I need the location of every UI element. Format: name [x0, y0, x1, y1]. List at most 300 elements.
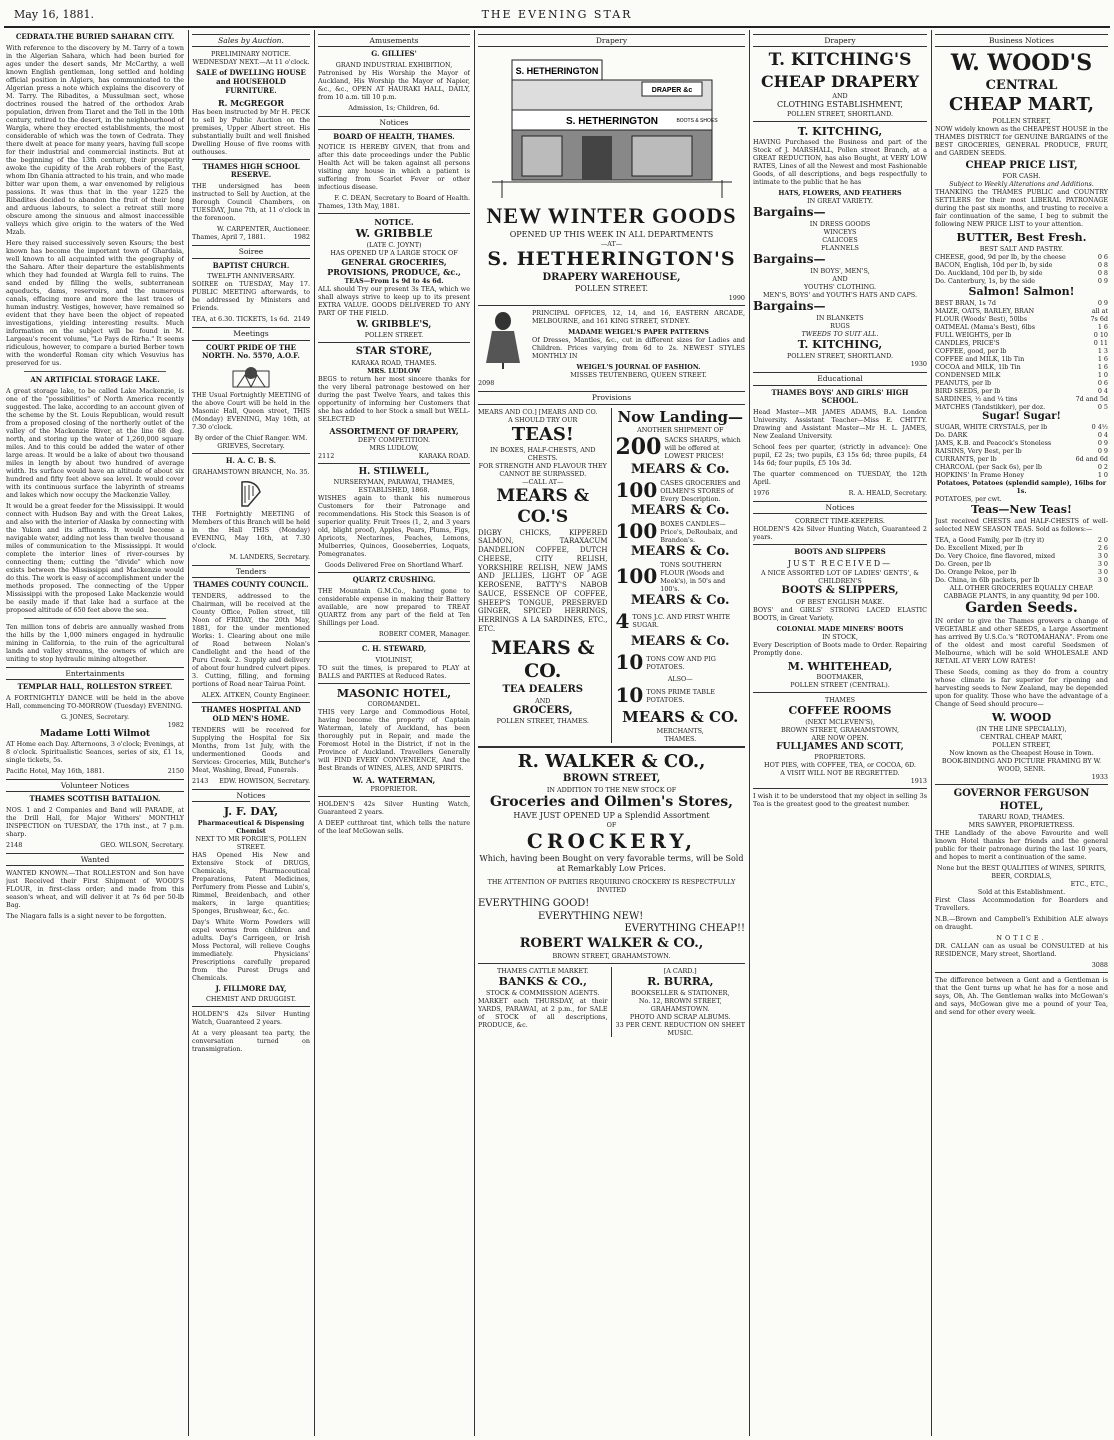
- price-item: SUGAR, WHITE CRYSTALS, per lb: [935, 423, 1048, 432]
- price-row: [935, 560, 1108, 568]
- price-row: [935, 363, 1108, 371]
- ad-text: BOYS' and GIRLS' STRONG LACED ELASTIC BOOTS, in Great Variety.: [753, 605, 927, 622]
- price-item: FLOUR (Woods' Best), 50lbs: [935, 314, 1028, 323]
- ad-label: MEARS AND CO.] [MEARS AND CO.: [478, 407, 598, 416]
- ad-name: S. HETHERINGTON'S: [487, 247, 736, 270]
- ad-date: Thames, April 7, 1881.: [192, 233, 266, 242]
- ad-headline: Salmon! Salmon!: [968, 284, 1075, 298]
- ad-sign: T. KITCHING,: [797, 338, 883, 352]
- ad-text: DR. CALLAN can as usual be CONSULTED at his RESIDENCE, Mary street, Shortland.: [935, 942, 1108, 959]
- ad-item: CALICOES: [822, 236, 858, 245]
- ad-code: 2150: [167, 766, 184, 775]
- ad-subtitle: BOOKSELLER & STATIONER,: [630, 988, 730, 997]
- ad-title: BAPTIST CHURCH.: [212, 260, 290, 270]
- ad-title: STAR STORE,: [355, 346, 433, 358]
- price-value: 1 6: [1097, 362, 1108, 371]
- ad-text: AT Home each Day. Afternoons, 3 o'clock; Evenings, at 8 o'clock. Spiritualistic Seances, series of six, £1 1s, single tickets, 5s.: [6, 739, 184, 764]
- masthead: [4, 2, 1110, 28]
- ad-title: NOTICE.: [996, 934, 1047, 943]
- ad-text: DEFY COMPETITION.: [357, 435, 431, 444]
- ad-headline: Bargains—: [753, 299, 826, 314]
- price-item: COFFEE, good, per lb: [935, 346, 1007, 355]
- ad-subtitle: OPENED UP THIS WEEK IN ALL DEPARTMENTS: [509, 229, 714, 239]
- section-heading: Amusements: [318, 34, 470, 47]
- ad-text: WANTED KNOWN.—That ROLLESTON and Son have just Received their First Shipment of WOOD'S FLOUR, in first-class order; and made from this season's wheat, and will deliver it at 7s 6d per 50-lb Bag.: [6, 869, 184, 910]
- ad-name: W. WOOD'S: [950, 50, 1093, 77]
- ad-text: TONS J.C. AND FIRST WHITE SUGAR.: [632, 613, 731, 630]
- price-item: SARDINES, ½ and ¼ tins: [935, 394, 1018, 403]
- article-paragraph: The difference between a Gent and a Gentleman is that the Gent turns up what he has for a nose and says, Oh, Ah. The Gentleman walks into McGowan's and says, McGowan give me a pound of your Tea, and send for other every week.: [935, 976, 1108, 1017]
- ad-text: BEST SALT AND PASTRY.: [979, 244, 1064, 253]
- section-heading: Entertainments: [6, 667, 184, 680]
- column-rule: [931, 30, 932, 1436]
- ad-text: BOOK-BINDING AND PICTURE FRAMING BY W. WOOD, SENR.: [941, 757, 1102, 774]
- ad-subtitle: GRAND INDUSTRIAL EXHIBITION,: [335, 61, 453, 70]
- price-row: [935, 536, 1108, 544]
- ad-role: PROPRIETORS.: [814, 753, 866, 762]
- ad-item: MEN'S, BOYS' and YOUTH'S HATS AND CAPS.: [763, 291, 917, 300]
- ad-text: The quarter commenced on TUESDAY, the 12th April.: [753, 470, 927, 486]
- ad-title: MADAME WEIGEL'S PAPER PATTERNS: [568, 328, 709, 337]
- ad-name: W. GRIBBLE: [355, 227, 433, 241]
- ad-text: HOT PIES, with COFFEE, TEA, or COCOA, 6D.: [764, 761, 916, 770]
- ad-headline: CROCKERY,: [526, 829, 697, 854]
- ad-text: First Class Accommodation for Boarders and Travellers.: [935, 896, 1108, 913]
- ad-text: (IN THE LINE SPECIALLY),: [976, 725, 1067, 734]
- ad-text: TO suit the times, is prepared to PLAY at BALLS and PARTIES at Reduced Rates.: [318, 663, 470, 680]
- ad-number: 10: [615, 650, 644, 674]
- ad-address: KARAKA ROAD, THAMES.: [351, 358, 437, 367]
- ad-headline: Sugar! Sugar!: [982, 410, 1061, 422]
- ad-headline: Groceries and Oilmen's Stores,: [489, 793, 734, 810]
- price-item: Do. Green, per lb: [935, 559, 991, 568]
- price-row: [935, 323, 1108, 331]
- price-value: 0 10: [1093, 330, 1108, 339]
- ad-text: 33 PER CENT. REDUCTION ON SHEET MUSIC.: [615, 1020, 745, 1037]
- ad-text: CABBAGE PLANTS, in any quantity, 9d per 100.: [943, 591, 1100, 600]
- ad-sign: ROBERT COMER, Manager.: [378, 629, 470, 638]
- ad-headline: NEW WINTER GOODS: [486, 203, 737, 229]
- ad-text: Just received CHESTS and HALF-CHESTS of well-selected NEW SEASON TEAS. Sold as follows:—: [935, 516, 1108, 533]
- price-row: [935, 253, 1108, 261]
- ad-title: BOOTS AND SLIPPERS: [794, 547, 886, 557]
- price-item: PEANUTS, per lb: [935, 378, 992, 387]
- ad-text: —CALL AT—: [522, 478, 564, 486]
- ad-text: TONS COW AND PIG POTATOES.: [646, 654, 716, 671]
- ad-title: THAMES BOYS' AND GIRLS' HIGH SCHOOL.: [771, 387, 909, 406]
- ad-title: GOVERNOR FERGUSON: [953, 788, 1090, 800]
- section-heading: Drapery: [753, 34, 927, 47]
- price-value: 1 6: [1097, 322, 1108, 331]
- ad-title: C. H. STEWARD,: [361, 643, 427, 653]
- ad-subtitle: GROCERS,: [512, 704, 573, 716]
- price-item: BACON, English, 10d per lb, by side: [935, 260, 1053, 269]
- price-row: [935, 269, 1108, 277]
- price-row: [935, 355, 1108, 363]
- ad-code: 1913: [910, 777, 927, 786]
- ad-text: MARKET each THURSDAY, at their YARDS, PARAWAI, at 2 p.m., for SALE of STOCK of all descriptions, PRODUCE, &c.: [478, 996, 608, 1029]
- price-row: [935, 552, 1108, 560]
- ad-addr: Pacific Hotel, May 16th, 1881.: [6, 766, 105, 775]
- ad-slogan: EVERYTHING NEW!: [538, 910, 644, 922]
- ad-address: POLLEN STREET.: [364, 331, 424, 340]
- price-value: 0 5: [1097, 402, 1108, 411]
- ad-item: FLANNELS: [821, 244, 859, 253]
- price-item: Do. DARK: [935, 431, 968, 440]
- ad-item: IN BLANKETS: [816, 314, 864, 323]
- price-value: 1 0: [1097, 370, 1108, 379]
- ad-text: N.B.—Brown and Campbell's Exhibition ALE always on draught.: [935, 915, 1108, 932]
- ad-text: THIS very Large and Commodious Hotel, having become the property of Captain Waterman, lately of Auckland, has been thoroughly put in Repair, and made the Foremost Hotel in the District, if not in the Province of Auckland. Travellers Generally will FIND EVERY CONVENIENCE, And the Best Brands of WINES, ALES, AND SPIRITS.: [318, 708, 470, 773]
- price-row: [935, 339, 1108, 347]
- ad-text: OF: [606, 821, 617, 830]
- price-value: 0 9: [1097, 276, 1108, 285]
- price-item: Do. Auckland, 10d per lb, by side: [935, 268, 1043, 277]
- ad-slogan: EVERYTHING GOOD!: [478, 898, 590, 910]
- section-heading: Meetings: [192, 327, 310, 340]
- ad-title: BOARD OF HEALTH, THAMES.: [333, 131, 455, 141]
- article-paragraph: A great storage lake, to be called Lake Mackenzie, is one of the "possibilities" of North America recently suggested. The lake, according to an account given of the scheme by the St. Louis Republican, would result from a proposed closing of the northerly outlet of the valley of the Mackenzie River, at the line 68 deg. north, and storing up the water of 1,260,000 square miles. And to this could be added the water of other large areas. It would be a lake of about two thousand miles in length by about two hundred of average width. Its surface would have an altitude of about six hundred and fifty feet above sea level. It would cover with its continuous surface the labyrinth of streams and lakes which now occupy the Mackenzie Valley.: [6, 386, 184, 499]
- ad-text: NOTICE IS HEREBY GIVEN, that from and after this date proceedings under the Public Health Act will be taken against all persons visiting any house in which a patient is suffering from Scarlet Fever or other infectious disease.: [318, 143, 470, 192]
- masthead-title: THE EVENING STAR: [481, 8, 633, 21]
- price-item: CONDENSED MILK: [935, 370, 1001, 379]
- price-value: all at: [1091, 306, 1108, 315]
- section-heading: Notices: [192, 789, 310, 802]
- harp-emblem-icon: [236, 478, 266, 508]
- ad-text: PHOTO AND SCRAP ALBUMS.: [629, 1012, 731, 1021]
- court-emblem-icon: [231, 363, 271, 389]
- ad-title: Madame Lotti Wilmot: [40, 728, 150, 739]
- ad-slogan: EVERYTHING CHEAP!!: [624, 923, 745, 935]
- price-value: 3 0: [1097, 575, 1108, 584]
- price-item: Do. Orange Pekoe, per lb: [935, 567, 1017, 576]
- ad-name: MEARS & Co.: [630, 592, 730, 608]
- ad-headline: HATS, FLOWERS, AND FEATHERS: [778, 189, 902, 198]
- price-value: 1 6: [1097, 354, 1108, 363]
- ad-code: 1933: [1091, 773, 1108, 782]
- ad-subtitle: COROMANDEL.: [367, 700, 421, 709]
- column-2: [192, 30, 310, 1436]
- ad-name: MEARS & CO.'S: [496, 486, 590, 528]
- ad-title: H. A. C. B. S.: [225, 456, 277, 466]
- ad-code: 2148: [6, 841, 23, 849]
- ad-headline: Potatoes, Potatoes (splendid sample), 16lbs for 1s.: [936, 479, 1107, 496]
- ad-title: THAMES COUNTY COUNCIL.: [193, 580, 309, 590]
- ad-text: IN BOXES, HALF-CHESTS, AND CHESTS.: [489, 446, 596, 462]
- price-value: 1 0: [1097, 471, 1108, 480]
- ad-text: Subject to Weekly Alterations and Additions.: [949, 180, 1094, 189]
- column-rule: [188, 30, 189, 1436]
- ad-sign: GEO. WILSON, Secretary.: [100, 841, 184, 849]
- ad-text: None but the BEST QUALITIES of WINES, SPIRITS,: [936, 864, 1107, 873]
- ad-address: NEXT TO MR FORGIE'S, POLLEN STREET.: [195, 834, 307, 851]
- column-rule: [474, 30, 475, 1436]
- ad-title: MASONIC HOTEL,: [336, 686, 452, 700]
- ad-code: 2112: [318, 451, 335, 460]
- price-item: MATCHES (Tandstikker), per doz.: [935, 402, 1046, 411]
- ad-role: BOOTMAKER,: [816, 673, 864, 682]
- ad-sign: J. FILLMORE DAY,: [215, 983, 287, 993]
- article-paragraph: A DEEP cutthroat tint, which tells the nature of the leaf McGowan sells.: [318, 819, 470, 836]
- ad-title: THAMES HIGH SCHOOL RESERVE.: [202, 161, 300, 180]
- shop-front-illustration: [492, 50, 732, 200]
- price-value: 0 8: [1097, 268, 1108, 277]
- ad-text: OF BEST ENGLISH MAKE.: [795, 597, 885, 606]
- ad-name: MEARS & Co.: [630, 544, 730, 560]
- ad-text: Goods Delivered Free on Shortland Wharf.: [324, 561, 464, 569]
- ad-address: BROWN STREET, GRAHAMSTOWN,: [780, 726, 900, 735]
- ad-headline: TEAS!: [511, 423, 574, 445]
- price-value: 2 6: [1097, 543, 1108, 552]
- section-heading: Sales by Auction.: [192, 34, 310, 47]
- price-item: COCOA and MILK, 1lb Tin: [935, 362, 1021, 371]
- ad-text: AND: [832, 91, 848, 100]
- ad-title: SALE of DWELLING HOUSE and HOUSEHOLD FURNITURE.: [196, 68, 306, 95]
- ad-number: 200: [615, 434, 662, 461]
- price-row: [935, 455, 1108, 463]
- section-heading: Notices: [318, 116, 470, 129]
- ad-headline: CHEAP DRAPERY: [760, 71, 920, 91]
- ad-text: Which, having been Bought on very favorable terms, will be Sold at Remarkably Low Prices.: [479, 854, 744, 874]
- price-value: 0 2: [1097, 463, 1108, 472]
- column-rule: [749, 30, 750, 1436]
- ad-text: NOW widely known as the CHEAPEST HOUSE in the THAMES DISTRICT for GENUINE BARGAINS of the BEST GROCERIES, GENERAL PRODUCE, FRUIT, and GARDEN SEEDS.: [935, 124, 1108, 157]
- ad-name: MEARS & CO.: [490, 636, 595, 683]
- article-paragraph: Ten million tons of debris are annually washed from the hills by the 1,000 miners engaged in hydraulic mining in California, to the ruin of the agricultural lands and valley streams, the owners of which are uniting to stop hydraulic mining altogether.: [6, 622, 184, 663]
- ad-text: THANKING the THAMES PUBLIC and COUNTRY SETTLERS for their most LIBERAL PATRONAGE during the past six months, and trusting to receive a fair continuation of the same, I beg to submit the following NEW PRICE LIST to your attention.: [935, 188, 1108, 229]
- ad-title: NOTICE.: [374, 217, 414, 228]
- ad-title: H. STILWELL,: [358, 466, 430, 477]
- ad-subtitle: WEIGEL'S JOURNAL OF FASHION.: [576, 363, 701, 372]
- ad-subtitle: (NEXT MCLEVEN'S),: [805, 718, 875, 727]
- ad-headline: BOOTS & SLIPPERS,: [781, 585, 899, 597]
- ad-text: A VISIT WILL NOT BE REGRETTED.: [780, 769, 900, 778]
- ad-address: POLLEN STREET, SHORTLAND.: [786, 109, 893, 118]
- price-item: CURRANTS, per lb: [935, 455, 997, 464]
- ad-title: COFFEE ROOMS: [788, 704, 892, 718]
- ad-subtitle: STOCK & COMMISSION AGENTS.: [486, 988, 600, 997]
- ad-text: ALL should Try our present 3s TEA, which we shall always strive to keep up to its present EXTRA VALUE. GOODS DELIVERED TO ANY PART OF THE FIELD.: [318, 285, 470, 317]
- ad-address: GRAHAMSTOWN.: [650, 1004, 710, 1013]
- ad-address: BROWN STREET,: [562, 773, 661, 785]
- price-value: 3 0: [1097, 559, 1108, 568]
- ad-name: T. KITCHING'S: [768, 50, 912, 71]
- price-item: CHEESE, good, 9d per lb, by the cheese: [935, 252, 1066, 261]
- ad-name: R. WALKER & CO.,: [517, 750, 706, 772]
- ad-text: Patronised by His Worship the Mayor of Auckland, His Worship the Mayor of Napier, &c., &c., OPEN AT HAURAKI HALL, DAILY, from 10 a.m. till 10 p.m.: [318, 69, 470, 102]
- ad-text: TEA, at 6.30. TICKETS, 1s 6d.: [192, 315, 290, 324]
- price-row: [935, 568, 1108, 576]
- ad-address: POLLEN STREET,: [992, 116, 1051, 125]
- store-sign-boots: BOOTS & SHOES: [675, 118, 718, 125]
- price-item: RAISINS, Very Best, per lb: [935, 447, 1022, 456]
- ad-text: BEER, CORDIALS,: [991, 872, 1052, 881]
- ad-headline: CHEAP PRICE LIST,: [965, 159, 1078, 171]
- dress-form-icon: [478, 309, 528, 369]
- ad-text: TWEEDS TO SUIT ALL.: [801, 330, 879, 339]
- price-value: 6d and 6d: [1075, 455, 1108, 464]
- section-heading: Educational: [753, 372, 927, 385]
- ad-code: 1982: [293, 233, 310, 242]
- ad-number: 10: [615, 683, 644, 707]
- ad-text: ETC., ETC.,: [1070, 880, 1108, 889]
- ad-item: IN DRESS GOODS: [809, 220, 871, 229]
- price-item: JAMS, K.B. and Peacock's Stoneless: [935, 439, 1052, 448]
- ad-headline: GENERAL GROCERIES, PROVISIONS, PRODUCE, &c.,: [327, 257, 461, 277]
- section-heading: Drapery: [478, 34, 745, 47]
- price-item: CANDLES, PRICE'S: [935, 338, 1000, 347]
- ad-headline: Now Landing—: [617, 407, 744, 426]
- ad-role: CHEMIST AND DRUGGIST.: [205, 995, 297, 1004]
- price-item: HOPKINS' In Frame Honey: [935, 471, 1024, 480]
- ad-text: IN ADDITION TO THE NEW STOCK OF: [546, 785, 677, 794]
- ad-title: QUARTZ CRUSHING.: [352, 575, 436, 584]
- ad-sign: M. LANDERS, Secretary.: [229, 552, 310, 561]
- ad-subtitle: ESTABLISHED, 1868.: [358, 486, 430, 494]
- ad-text: JUST RECEIVED—: [787, 559, 893, 569]
- ad-name: MEARS & Co.: [630, 461, 730, 477]
- store-sign: S. HETHERINGTON: [515, 66, 598, 77]
- auctioneer-name: R. McGREGOR: [218, 97, 284, 108]
- price-value: 0 4: [1097, 386, 1108, 395]
- ad-title: COURT PRIDE OF THE NORTH. No. 5570, A.O.F.: [202, 342, 300, 361]
- ad-text: PRINCIPAL OFFICES, 12, 14, and 16, EASTERN ARCADE, MELBOURNE, and 161 KING STREET, SYDNEY.: [532, 309, 745, 326]
- article-paragraph: It would be a great feeder for the Mississippi. It would connect with Hudson Bay and with the Great Lakes, and also with the interior of Alaska by connecting with the Yukon and its affluents. It would become a navigable water, adding not less than twelve thousand miles of communication to the Mississippi. It would complete the interior lines of river-courses by connecting them; cutting the "divide" which now exists between the Mississippi and Mackenzie would do this. The work is easy of accomplishment under the methods proposed. The connecting of the Upper Mississippi with the proposed Lake Mackenzie would be easily made if that lake had a surface at the proposed altitude of 650 feet above the sea.: [6, 501, 184, 614]
- ad-item: WINCEYS: [823, 228, 857, 237]
- price-value: 2 0: [1097, 535, 1108, 544]
- price-row: [935, 576, 1108, 584]
- ad-number: 4: [615, 608, 630, 633]
- price-item: Do. Very Choice, fine flavored, mixed: [935, 551, 1056, 560]
- ad-sign: W. CARPENTER, Auctioneer.: [216, 225, 310, 234]
- ad-address: KARAKA ROAD.: [418, 451, 470, 460]
- price-list: [935, 253, 1108, 285]
- price-item: CHARCOAL (per Sack 6s), per lb: [935, 463, 1043, 472]
- ad-text: Has been instructed by Mr H. PECK to sell by Public Auction on the premises, Upper Albert street. His substantially built and well finished Dwelling House of five rooms with outhouses.: [192, 107, 310, 156]
- ad-text: THE Mountain G.M.Co., having gone to considerable expense in making their Battery available, are now prepared to TREAT QUARTZ from any part of the field at Ten Shillings per Load.: [318, 586, 470, 627]
- price-value: 3 0: [1097, 551, 1108, 560]
- ad-price: Admission, 1s; Children, 6d.: [348, 104, 440, 113]
- column-6: [935, 30, 1108, 1436]
- ad-sign: FULLJAMES AND SCOTT,: [776, 742, 904, 753]
- article-paragraph: With reference to the discovery by M. Tarry of a town in the Algerian Sahara, which had been buried for ages under the desert sands, Mr McCarthy, a well known English gentleman, long settled and holding official position in Algiers, has communicated to the Algerian press a note which explains the discovery of M. Tarry. The Ribadites, a Mussulman sect, whose doctrines roused the hatred of the orthodox Arab population, driven from Tiaret and the Tell in the 10th century, retired to the desert, in the neighbourhood of Wargla, where they erected establishments, the most considerable of which was the town of Cedrata. They there dwelt at peace for many years, having full scope for their industrial and commercial instincts. But at the beginning of the 13th century, their prosperity awoke the cupidity of the Arab robbers of the East, whom Ibn Ghania attracted to his train, and who made bitter war upon them, a war envenomed by religious passions. It was thus that in the year 1225 the Ribadites decided to abandon the fruit of their long and arduous labours, to select a retreat still more obscure among the sinuous and almost inaccessible valleys which give origin to the waters of the Wed Mzab.: [6, 43, 184, 236]
- ad-title: CORRECT TIME-KEEPERS.: [795, 517, 885, 526]
- ad-name: R. BURRA,: [647, 975, 714, 988]
- ad-text: School fees per quarter, (strictly in advance): One pupil, £2 2s; two pupils, £3 15s 6d; three pupils, £4 14s 6d; four pupils, £5 10s 3d.: [753, 443, 927, 467]
- price-row: [935, 403, 1108, 411]
- price-value: 0 11: [1093, 338, 1108, 347]
- ad-subtitle: CENTRAL: [985, 77, 1058, 93]
- ad-sign: G. JONES, Secretary.: [60, 712, 129, 721]
- column-4: [478, 30, 745, 1436]
- ad-name: MRS. LUDLOW: [367, 366, 421, 375]
- price-row: [935, 315, 1108, 323]
- ad-item: RUGS: [830, 322, 850, 331]
- ad-subtitle: HOTEL,: [999, 800, 1044, 812]
- ad-headline: Bargains—: [753, 252, 826, 267]
- ad-title: THAMES SCOTTISH BATTALION.: [29, 794, 161, 804]
- ad-subtitle: NURSERYMAN, PARAWAI, THAMES,: [333, 478, 455, 486]
- column-5: [753, 30, 927, 1436]
- ad-sign: W. WOOD: [991, 711, 1052, 725]
- ad-code: 3088: [1091, 961, 1108, 970]
- article-headline: CEDRATA.THE BURIED SAHARAN CITY.: [15, 32, 175, 41]
- ad-sign: W. A. WATERMAN,: [352, 775, 436, 786]
- store-sign-main: S. HETHERINGTON: [565, 116, 658, 128]
- ad-subtitle: (LATE C. JOYNT): [366, 241, 422, 249]
- ad-title: J. F. DAY,: [223, 804, 279, 818]
- price-item: COFFEE and MILK, 1lb Tin: [935, 354, 1025, 363]
- price-row: [935, 347, 1108, 355]
- ad-headline: ASSORTMENT OF DRAPERY,: [329, 425, 459, 436]
- ad-title: THAMES CATTLE MARKET.: [496, 967, 589, 975]
- ad-text: Every Description of Boots made to Order. Repairing Promptly done.: [753, 640, 927, 657]
- price-item: TEA, a Good Family, per lb (try it): [935, 535, 1045, 544]
- ad-subtitle: MERCHANTS,: [656, 726, 704, 735]
- ad-text: WEDNESDAY NEXT.—At 11 o'clock.: [192, 58, 310, 67]
- article-paragraph: I wish it to be understood that my object in selling 3s Tea is the greatest good to the greatest number.: [753, 792, 927, 809]
- article-paragraph: The Niagara falls is a sight never to be forgotten.: [6, 912, 167, 921]
- ad-sign: ROBERT WALKER & CO.,: [519, 935, 704, 951]
- ad-sign: F. C. DEAN, Secretary to Board of Health.: [334, 194, 470, 203]
- ad-name: MEARS & Co.: [630, 633, 730, 649]
- price-value: 0 9: [1097, 298, 1108, 307]
- price-item: MAIZE, OATS, BARLEY, BRAN: [935, 306, 1035, 315]
- ad-number: 100: [615, 519, 658, 544]
- price-value: 1 3: [1097, 346, 1108, 355]
- ad-text: WISHES again to thank his numerous Customers for their Patronage and recommendations. His Stock this Season is of superior quality. Fruit Trees (1, 2, and 3 years old, blight proof), Apples, Pears, Plums, Figs, Apricots, Nectarines, Peaches, Lemons, Mulberries, Quinces, Gooseberries, Loquats, Pomegranates.: [318, 494, 470, 558]
- ad-text: —AT—: [600, 239, 623, 248]
- ad-text: IN STOCK,: [822, 632, 858, 641]
- section-heading: Wanted: [6, 853, 184, 866]
- price-list: [935, 423, 1108, 479]
- ad-headline: Bargains—: [753, 205, 826, 220]
- ad-subtitle: TEA DEALERS: [502, 684, 584, 695]
- ad-text: THE undersigned has been instructed to Sell by Auction, at the Borough Council Chambers, on TUESDAY, June 7th, at 11 o'clock in the forenoon.: [192, 182, 310, 223]
- ad-title: THAMES HOSPITAL AND OLD MEN'S HOME.: [201, 705, 301, 723]
- ad-text: ANOTHER SHIPMENT OF: [637, 426, 724, 435]
- ad-text: THE Landlady of the above Favourite and well known Hotel thanks her friends and the general public for their patronage during the last 10 years, and hopes to merit a continuation of the same.: [935, 829, 1108, 862]
- column-1: [6, 30, 184, 1436]
- section-heading: Notices: [753, 501, 927, 514]
- ad-name: MEARS & CO.: [622, 708, 739, 726]
- ad-date: Thames, 13th May, 1881.: [318, 202, 400, 211]
- ad-headline: CHEAP MART,: [948, 94, 1095, 116]
- ad-title: PRELIMINARY NOTICE.: [211, 50, 291, 59]
- ad-text: THAMES: [824, 696, 856, 705]
- ad-text: ARE NOW OPEN.: [811, 734, 869, 743]
- ad-address: POLLEN STREET,: [992, 741, 1051, 750]
- ad-text: BOXES CANDLES— Price's, DeRoubaix, and Brandon's.: [660, 519, 738, 544]
- ad-text: THE ATTENTION OF PARTIES REQUIRING CROCKERY IS RESPECTFULLY INVITED: [487, 878, 736, 895]
- article-paragraph: At a very pleasant tea party, the conversation turned on transmigration.: [192, 1029, 310, 1054]
- ad-address: POLLEN STREET.: [574, 284, 649, 294]
- ad-address: POLLEN STREET, THAMES.: [496, 717, 589, 725]
- ad-subtitle: CLOTHING ESTABLISHMENT,: [777, 99, 903, 109]
- section-heading: Tenders: [192, 565, 310, 578]
- ad-number: 100: [615, 478, 658, 502]
- price-item: FULL WEIGHTS, per lb: [935, 330, 1012, 339]
- ad-text: TENDERS will be received for Supplying the Hospital for Six Months, from 1st July, with the undermentioned Goods and Services: Groceries, Milk, Butcher's Meat, Washing, Bread, Funerals.: [192, 725, 310, 774]
- ad-text: ALL OTHER GROCERIES EQUALLY CHEAP.: [949, 583, 1094, 592]
- section-heading: Volunteer Notices: [6, 779, 184, 792]
- ad-text: CENTRAL CHEAP MART,: [980, 733, 1063, 742]
- ad-address: POLLEN STREET, SHORTLAND.: [786, 352, 893, 361]
- price-item: BEST BRAN, 1s 7d: [935, 298, 996, 307]
- ad-text: TEAS—From 1s 9d to 4s 6d.: [344, 277, 444, 285]
- article-headline: AN ARTIFICIAL STORAGE LAKE.: [30, 374, 160, 384]
- ad-text: A NICE ASSORTED LOT OF LADIES' GENTS', & CHILDREN'S: [761, 569, 919, 586]
